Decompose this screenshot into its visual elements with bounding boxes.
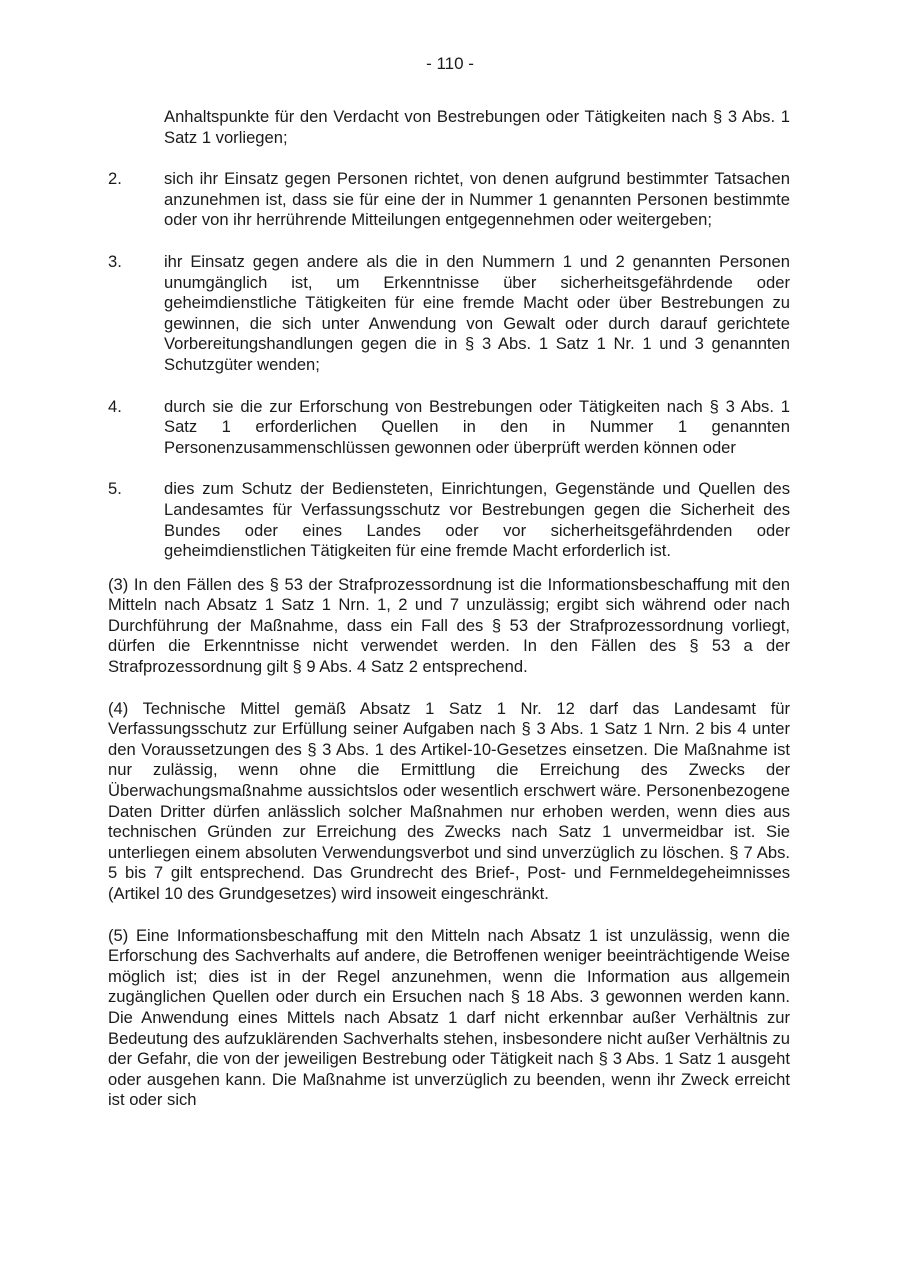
list-item-number: 2. [108,169,122,189]
list-item-number: 4. [108,396,122,416]
list-item-number: 5. [108,479,122,499]
list-item-text: dies zum Schutz der Bediensteten, Einrichtungen, Gegenstände und Quellen des Landesamtes für Verfassungsschutz vor Bestrebungen gegen die Sicherheit des Bundes oder eines Landes oder vor sicherheitsgefährdenden oder geheimdienstlichen Tätigkeiten für eine fremde Macht erforderlich ist. [164,479,790,561]
list-item-text: ihr Einsatz gegen andere als die in den Nummern 1 und 2 genannten Personen unumgänglich ist, um Erkenntnisse über sicherheitsgefährdende oder geheimdienstliche Tätigkeiten für eine fremde Macht oder über Bestrebungen zu gewinnen, die sich unter Anwendung von Gewalt oder durch darauf gerichtete Vorbereitungshandlungen gegen die in § 3 Abs. 1 Satz 1 Nr. 1 und 3 genannten Schutzgüter wenden; [164,251,790,374]
list-item-text: sich ihr Einsatz gegen Personen richtet, von denen aufgrund bestimmter Tatsachen anzunehmen ist, dass sie für eine der in Nummer 1 genannten Personen bestimmte oder von ihr herrührende Mitteilungen entgegennehmen oder weitergeben; [164,169,790,230]
list-item-continuation: Anhaltspunkte für den Verdacht von Bestrebungen oder Tätigkeiten nach § 3 Abs. 1 Satz 1 vorliegen; [164,107,790,147]
paragraph-5: (5) Eine Informationsbeschaffung mit den Mitteln nach Absatz 1 ist unzulässig, wenn die Erforschung des Sachverhalts auf andere, die Betroffenen weniger beeinträchtigende Weise möglich ist; dies ist in der Regel anzunehmen, wenn die Information aus allgemein zugänglichen Quellen oder durch ein Ersuchen nach § 18 Abs. 3 gewonnen werden kann. Die Anwendung eines Mittels nach Absatz 1 darf nicht erkennbar außer Verhältnis zur Bedeutung des aufzuklärenden Sachverhalts stehen, insbesondere nicht außer Verhältnis zu der Gefahr, die von der jeweiligen Bestrebung oder Tätigkeit nach § 3 Abs. 1 Satz 1 ausgeht oder ausgehen kann. Die Maßnahme ist unverzüglich zu beenden, wenn ihr Zweck erreicht ist oder sich [108,925,790,1110]
list-item-2 [108,169,790,231]
page-number: - 110 - [426,54,474,73]
list-item-3 [108,252,790,376]
list-item-4 [108,397,790,459]
page-body [108,107,790,1111]
paragraph-3: (3) In den Fällen des § 53 der Strafprozessordnung ist die Informationsbeschaffung mit den Mitteln nach Absatz 1 Satz 1 Nrn. 1, 2 und 7 unzulässig; ergibt sich während oder nach Durchführung der Maßnahme, dass ein Fall des § 53 der Strafprozessordnung vorliegt, dürfen die Erkenntnisse nicht verwendet werden. In den Fällen des § 53 a der Strafprozessordnung gilt § 9 Abs. 4 Satz 2 entsprechend. [108,574,790,677]
list-item-number: 3. [108,251,122,271]
list-item-5 [108,479,790,561]
list-item-text: durch sie die zur Erforschung von Bestrebungen oder Tätigkeiten nach § 3 Abs. 1 Satz 1 erforderlichen Quellen in den in Nummer 1 genannten Personenzusammenschlüssen gewonnen oder überprüft werden können oder [164,396,790,457]
paragraph-4: (4) Technische Mittel gemäß Absatz 1 Satz 1 Nr. 12 darf das Landesamt für Verfassungsschutz zur Erfüllung seiner Aufgaben nach § 3 Abs. 1 Satz 1 Nrn. 2 bis 4 unter den Voraussetzungen des § 3 Abs. 1 des Artikel-10-Gesetzes einsetzen. Die Maßnahme ist nur zulässig, wenn ohne die Ermittlung die Erreichung des Zwecks der Überwachungsmaßnahme aussichtslos oder wesentlich erschwert wäre. Personenbezogene Daten Dritter dürfen anlässlich solcher Maßnahmen nur erhoben werden, wenn dies aus technischen Gründen zur Erreichung des Zwecks nach Satz 1 unvermeidbar ist. Sie unterliegen einem absoluten Verwendungsverbot und sind unverzüglich zu löschen. § 7 Abs. 5 bis 7 gilt entsprechend. Das Grundrecht des Brief-, Post- und Fernmeldegeheimnisses (Artikel 10 des Grundgesetzes) wird insoweit eingeschränkt. [108,698,790,903]
